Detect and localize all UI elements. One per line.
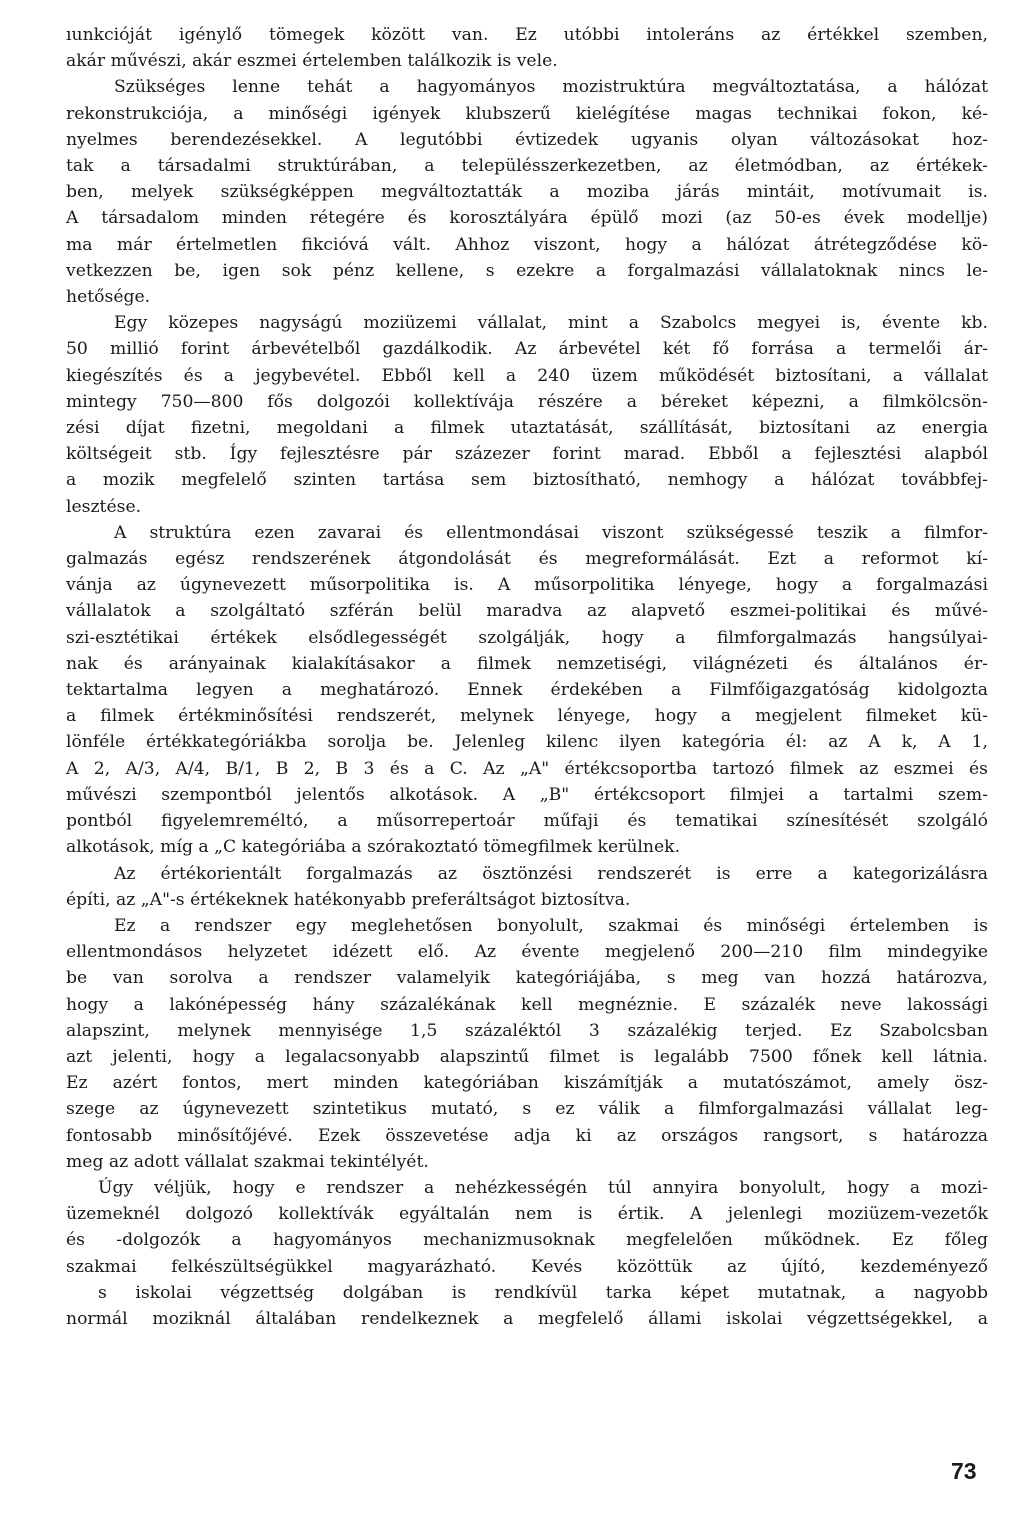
text-line: építi, az „A"-s értékeknek hatékonyabb preferáltságot biztosítva. <box>66 889 631 910</box>
text-line: a filmek értékminősítési rendszerét, melynek lényege, hogy a megjelent filmeket kü- <box>66 706 988 727</box>
text-line: a mozik megfelelő szinten tartása sem biztosítható, nemhogy a hálózat továbbfej- <box>66 470 988 491</box>
text-line: akár művészi, akár eszmei értelemben találkozik is vele. <box>66 51 558 72</box>
text-line: A 2, A/3, A/4, B/1, B 2, B 3 és a C. Az „A" értékcsoportba tartozó filmek az eszmei és <box>66 758 988 779</box>
text-line: ma már értelmetlen fikcióvá vált. Ahhoz viszont, hogy a hálózat átrétegződése kö- <box>66 234 988 255</box>
text-line: tak a társadalmi struktúrában, a településszerkezetben, az életmódban, az értékek- <box>66 156 988 177</box>
text-line: mintegy 750—800 fős dolgozói kollektívája részére a béreket képezni, a filmkölcsön- <box>66 391 988 412</box>
text-line: művészi szempontból jelentős alkotások. A „B" értékcsoport filmjei a tartalmi szem- <box>66 784 988 805</box>
page-number: 73 <box>951 1458 977 1484</box>
body-text <box>66 22 988 1332</box>
text-line: s iskolai végzettség dolgában is rendkívül tarka képet mutatnak, a nagyobb <box>98 1282 988 1303</box>
text-line: fontosabb minősítőjévé. Ezek összevetése adja ki az országos rangsort, s határozza <box>66 1125 988 1146</box>
text-line: szakmai felkészültségükkel magyarázható. Kevés közöttük az újító, kezdeményező <box>66 1256 988 1277</box>
text-line: meg az adott vállalat szakmai tekintélyét. <box>66 1151 429 1172</box>
text-line: pontból figyelemreméltó, a műsorrepertoár műfaji és tematikai színesítését szolgáló <box>66 811 988 832</box>
text-line: galmazás egész rendszerének átgondolását és megreformálását. Ezt a reformot kí- <box>66 549 988 570</box>
text-line: 50 millió forint árbevételből gazdálkodik. Az árbevétel két fő forrása a termelői ár- <box>66 339 988 360</box>
text-line: normál moziknál általában rendelkeznek a megfelelő állami iskolai végzettségekkel, a <box>66 1308 988 1329</box>
text-line: A társadalom minden rétegére és korosztályára épülő mozi (az 50-es évek modellje) <box>66 208 988 229</box>
text-line: lesztése. <box>66 496 142 517</box>
text-line: Az értékorientált forgalmazás az ösztönzési rendszerét is erre a kategorizálásra <box>114 863 988 884</box>
text-line: és -dolgozók a hagyományos mechanizmusoknak megfelelően működnek. Ez főleg <box>66 1230 988 1251</box>
text-line: alapszint, melynek mennyisége 1,5 százaléktól 3 százalékig terjed. Ez Szabolcsban <box>66 1020 988 1041</box>
text-line: nak és arányainak kialakításakor a filmek nemzetiségi, világnézeti és általános ér- <box>66 653 988 674</box>
text-line: vetkezzen be, igen sok pénz kellene, s ezekre a forgalmazási vállalatoknak nincs le- <box>66 260 988 281</box>
text-line: nyelmes berendezésekkel. A legutóbbi évtizedek ugyanis olyan változásokat hoz- <box>66 129 988 150</box>
text-line: ellentmondásos helyzetet idézett elő. Az évente megjelenő 200—210 film mindegyike <box>66 942 988 963</box>
text-line: vállalatok a szolgáltató szférán belül maradva az alapvető eszmei-politikai és művé- <box>66 601 988 622</box>
text-line: alkotások, míg a „C kategóriába a szórakoztató tömegfilmek kerülnek. <box>66 837 681 858</box>
text-line: be van sorolva a rendszer valamelyik kategóriájába, s meg van hozzá határozva, <box>66 968 988 989</box>
text-line: Szükséges lenne tehát a hagyományos mozistruktúra megváltoztatása, a hálózat <box>114 77 988 98</box>
text-line: A struktúra ezen zavarai és ellentmondásai viszont szükségessé teszik a filmfor- <box>114 522 988 543</box>
text-line: zési díjat fizetni, megoldani a filmek utaztatását, szállítását, biztosítani az energia <box>66 418 988 439</box>
text-line: azt jelenti, hogy a legalacsonyabb alapszintű filmet is legalább 7500 főnek kell látnia. <box>66 1046 988 1067</box>
text-line: hogy a lakónépesség hány százalékának kell megnéznie. E százalék neve lakossági <box>66 994 988 1015</box>
text-line: kiegészítés és a jegybevétel. Ebből kell a 240 üzem működését biztosítani, a vállalat <box>66 365 988 386</box>
text-line: tektartalma legyen a meghatározó. Ennek érdekében a Filmfőigazgatóság kidolgozta <box>66 680 988 701</box>
text-line: rekonstrukciója, a minőségi igények klubszerű kielégítése magas technikai fokon, ké- <box>66 103 988 124</box>
text-line: Ez a rendszer egy meglehetősen bonyolult, szakmai és minőségi értelemben is <box>114 915 988 936</box>
text-line: Úgy véljük, hogy e rendszer a nehézkességén túl annyira bonyolult, hogy a mozi- <box>98 1177 988 1198</box>
text-line: Egy közepes nagyságú moziüzemi vállalat, mint a Szabolcs megyei is, évente kb. <box>114 313 988 334</box>
text-line: üzemeknél dolgozó kollektívák egyáltalán nem is értik. A jelenlegi moziüzem-vezetők <box>66 1204 988 1225</box>
text-line: költségeit stb. Így fejlesztésre pár százezer forint marad. Ebből a fejlesztési alapból <box>66 444 988 465</box>
text-line: szege az úgynevezett szintetikus mutató, s ez válik a filmforgalmazási vállalat leg- <box>66 1099 988 1120</box>
text-line: ben, melyek szükségképpen megváltoztatták a moziba járás mintáit, motívumait is. <box>66 182 988 203</box>
text-line: ıunkcióját igénylő tömegek között van. Ez utóbbi intoleráns az értékkel szemben, <box>66 25 988 45</box>
text-line: vánja az úgynevezett műsorpolitika is. A műsorpolitika lényege, hogy a forgalmazási <box>66 575 988 596</box>
text-line: Ez azért fontos, mert minden kategóriában kiszámítják a mutatószámot, amely ösz- <box>66 1073 988 1094</box>
text-line: hetősége. <box>66 287 151 308</box>
text-line: lönféle értékkategóriákba sorolja be. Jelenleg kilenc ilyen kategória él: az A k, A 1, <box>66 732 988 753</box>
text-line: szi-esztétikai értékek elsődlegességét szolgálják, hogy a filmforgalmazás hangsúlyai- <box>66 627 988 648</box>
